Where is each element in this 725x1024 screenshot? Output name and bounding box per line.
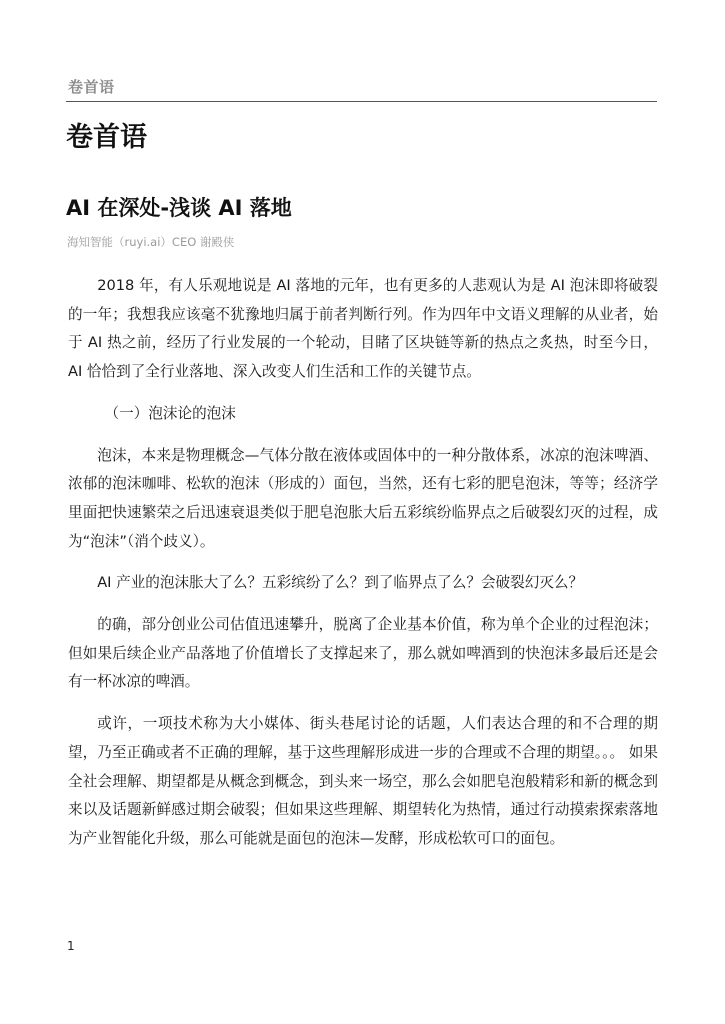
article-title: AI 在深处-浅谈 AI 落地 [66,196,292,220]
header-divider [66,101,657,102]
article-body [68,272,658,867]
section-heading: （一）泡沫论的泡沫 [104,404,236,422]
page-title: 卷首语 [66,122,147,153]
paragraph: 的确，部分创业公司估值迅速攀升，脱离了企业基本价值，称为单个企业的过程泡沫；但如果后续企业产品落地了价值增长了支撑起来了，那么就如啤酒到的快泡沫多最后还是会有一杯冰凉的啤酒。 [68,616,658,691]
author-byline: 海知智能（ruyi.ai）CEO 谢殿侠 [67,235,235,249]
paragraph: 泡沫，本来是物理概念—气体分散在液体或固体中的一种分散体系，冰凉的泡沫啤酒、浓郁的泡沫咖啡、松软的泡沫（形成的）面包，当然，还有七彩的肥皂泡沫，等等；经济学里面把快速繁荣之后迅速衰退类似于肥皂泡胀大后五彩缤纷临界点之后破裂幻灭的过程，成为“泡沫”（消个歧义）。 [68,446,658,550]
paragraph: AI 产业的泡沫胀大了么？五彩缤纷了么？到了临界点了么？会破裂幻灭么？ [97,574,584,592]
paragraph: 2018 年，有人乐观地说是 AI 落地的元年，也有更多的人悲观认为是 AI 泡沫即将破裂的一年；我想我应该毫不犹豫地归属于前者判断行列。作为四年中文语义理解的从业者，始于 AI 热之前，经历了行业发展的一个轮动，目睹了区块链等新的热点之炙热，时至今日，AI 恰恰到了全行业落地、深入改变人们生活和工作的关键节点。 [68,277,658,381]
page-number: 1 [67,939,75,953]
paragraph: 或许，一项技术称为大小媒体、街头巷尾讨论的话题，人们表达合理的和不合理的期望，乃至正确或者不正确的理解，基于这些理解形成进一步的合理或不合理的期望。。。 如果全社会理解、期望都是从概念到概念，到头来一场空，那么会如肥皂泡般精彩和新的概念到来以及话题新鲜感过期会破裂；但如果这些理解、期望转化为热情，通过行动摸索探索落地为产业智能化升级，那么可能就是面包的泡沫—发酵，形成松软可口的面包。 [68,715,658,847]
running-header: 卷首语 [68,78,115,96]
